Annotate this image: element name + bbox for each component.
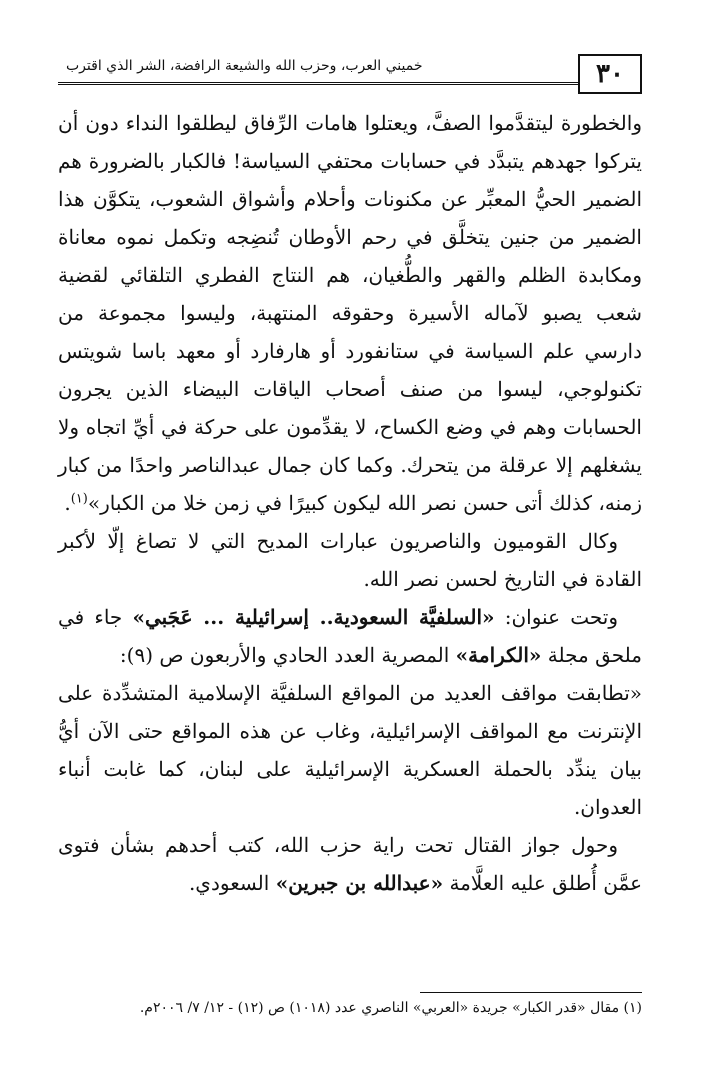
paragraph-3-suffix: المصرية العدد الحادي والأربعون ص (٩):	[119, 643, 456, 667]
page-header	[58, 46, 642, 98]
magazine-name: «الكرامة»	[455, 643, 542, 667]
paragraph-2: وكال القوميون والناصريون عبارات المديح التي لا تصاغ إلّا لأكبر القادة في التاريخ لحسن نصر الله.	[58, 529, 642, 591]
page-body	[58, 104, 642, 902]
footnote-ref: (١)	[70, 491, 88, 507]
paragraph-1	[58, 104, 642, 522]
footnote-rule	[420, 992, 642, 993]
paragraph-1-text: والخطورة ليتقدَّموا الصفَّ، ويعتلوا هامات الرِّفاق ليطلقوا النداء دون أن يتركوا جهدهم يتبدَّد في حسابات محتفي السياسة! فالكبار بالضرورة هم الضمير الحيُّ المعبِّر عن مكنونات وأحلام وأشواق الشعوب، يتكوَّن هذا الضمير من جنين يتخلَّق في رحم الأوطان تُنضِجه وتكمل نموه معاناة ومكابدة الظلم والقهر والطُّغيان، هم النتاج الفطري التلقائي لقضية شعب يصبو لآماله الأسيرة وحقوقه المنتهبة، وليسوا مجموعة من دارسي علم السياسة في ستانفورد أو هارفارد أو معهد باسا شويتس تكنولوجي، ليسوا من صنف أصحاب الياقات البيضاء الذين يجرون الحسابات وهم في وضع الكساح، لا يقدِّمون على حركة في أيِّ اتجاه ولا يشغلهم إلا عرقلة من يتحرك. وكما كان جمال عبدالناصر واحدًا من كبار زمنه، كذلك أتى حسن نصر الله ليكون كبيرًا في زمن خلا من الكبار»	[58, 111, 642, 515]
paragraph-3	[58, 598, 642, 674]
article-title: «السلفيَّة السعودية.. إسرائيلية ... عَجَبي»	[132, 605, 495, 629]
page-number: ٣٠	[578, 54, 642, 94]
paragraph-5	[58, 826, 642, 902]
header-rule	[58, 82, 578, 85]
running-title: خميني العرب، وحزب الله والشيعة الرافضة، الشر الذي اقترب	[66, 58, 423, 74]
paragraph-5-suffix: السعودي.	[188, 871, 276, 895]
paragraph-1-end: .	[64, 491, 71, 515]
paragraph-4: «تطابقت مواقف العديد من المواقع السلفيَّة الإسلامية المتشدِّدة على الإنترنت مع المواقف الإسرائيلية، وغاب عن هذه المواقع حتى الآن أيُّ بيان يندِّد بالحملة العسكرية الإسرائيلية على لبنان، كما غابت أنباء العدوان.	[58, 681, 642, 819]
footnote: (١) مقال «قدر الكبار» جريدة «العربي» الناصري عدد (١٠١٨) ص (١٢) - ١٢/ ٧/ ٢٠٠٦م.	[139, 1000, 642, 1016]
paragraph-5-prefix: وحول جواز القتال تحت راية حزب الله، كتب أحدهم بشأن فتوى عمَّن أُطلق عليه العلَّامة	[58, 833, 642, 895]
paragraph-3-mid: جاء في ملحق مجلة	[58, 605, 642, 667]
scholar-name: «عبدالله بن جبرين»	[275, 871, 444, 895]
paragraph-3-prefix: وتحت عنوان:	[494, 605, 618, 629]
